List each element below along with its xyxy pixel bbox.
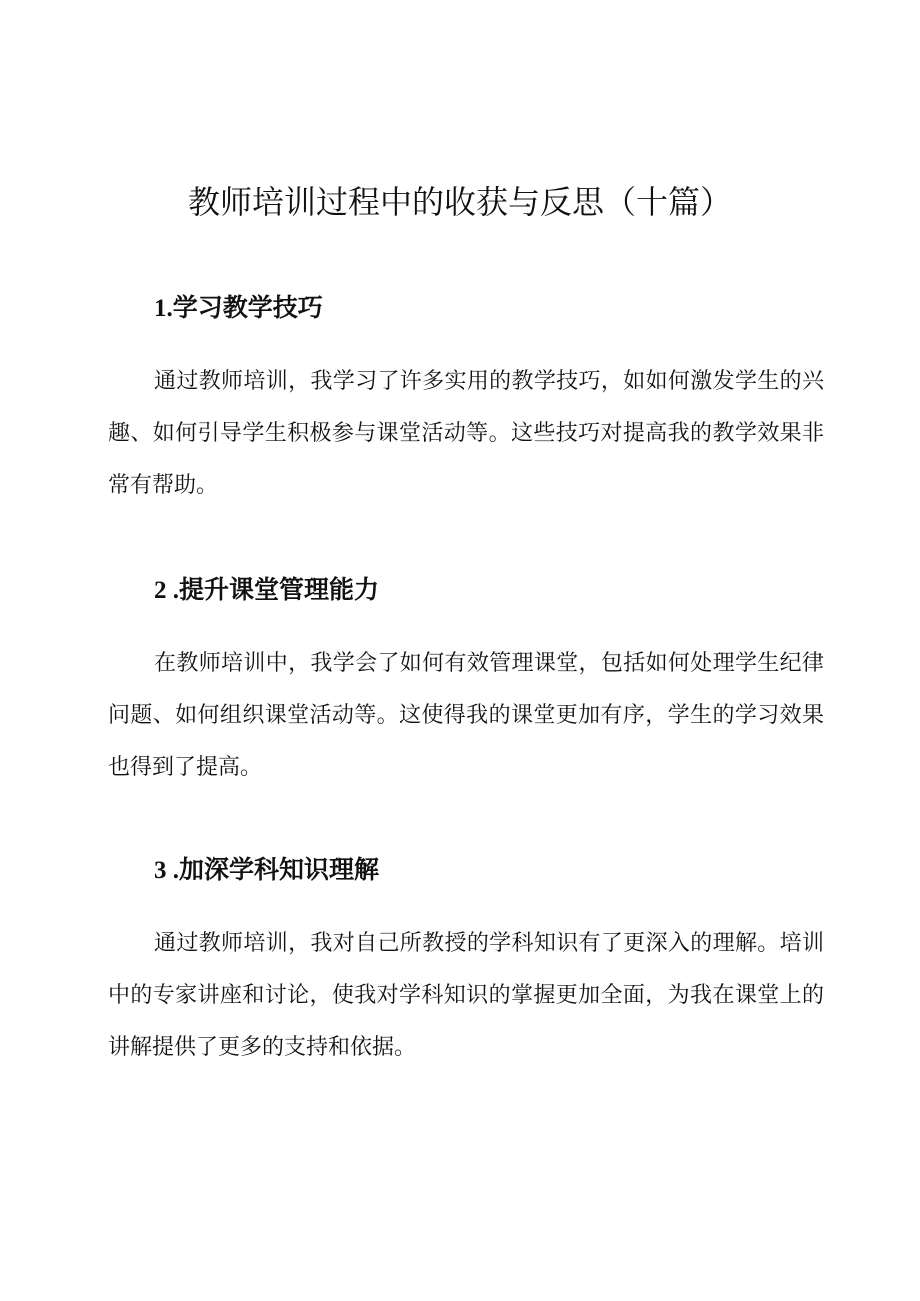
- section-heading: [154, 288, 824, 329]
- section-body: 通过教师培训，我学习了许多实用的教学技巧，如如何激发学生的兴趣、如何引导学生积极参与课堂活动等。这些技巧对提高我的教学效果非常有帮助。: [108, 369, 824, 498]
- section-1: [108, 288, 824, 512]
- section-number: 2 .: [154, 577, 179, 604]
- section-body: 通过教师培训，我对自己所教授的学科知识有了更深入的理解。培训中的专家讲座和讨论，使我对学科知识的掌握更加全面，为我在课堂上的讲解提供了更多的支持和依据。: [108, 931, 824, 1060]
- section-3: [108, 850, 824, 1074]
- section-2: [108, 570, 824, 794]
- section-number: 1.: [154, 295, 173, 322]
- section-number: 3 .: [154, 857, 179, 884]
- section-heading-text: 加深学科知识理解: [179, 855, 380, 884]
- section-heading-text: 学习教学技巧: [172, 293, 323, 322]
- section-heading-text: 提升课堂管理能力: [179, 575, 380, 604]
- section-heading: [154, 850, 824, 891]
- section-body: 在教师培训中，我学会了如何有效管理课堂，包括如何处理学生纪律问题、如何组织课堂活动等。这使得我的课堂更加有序，学生的学习效果也得到了提高。: [108, 651, 824, 780]
- section-heading: [154, 570, 824, 611]
- document-title: 教师培训过程中的收获与反思（十篇）: [187, 183, 732, 221]
